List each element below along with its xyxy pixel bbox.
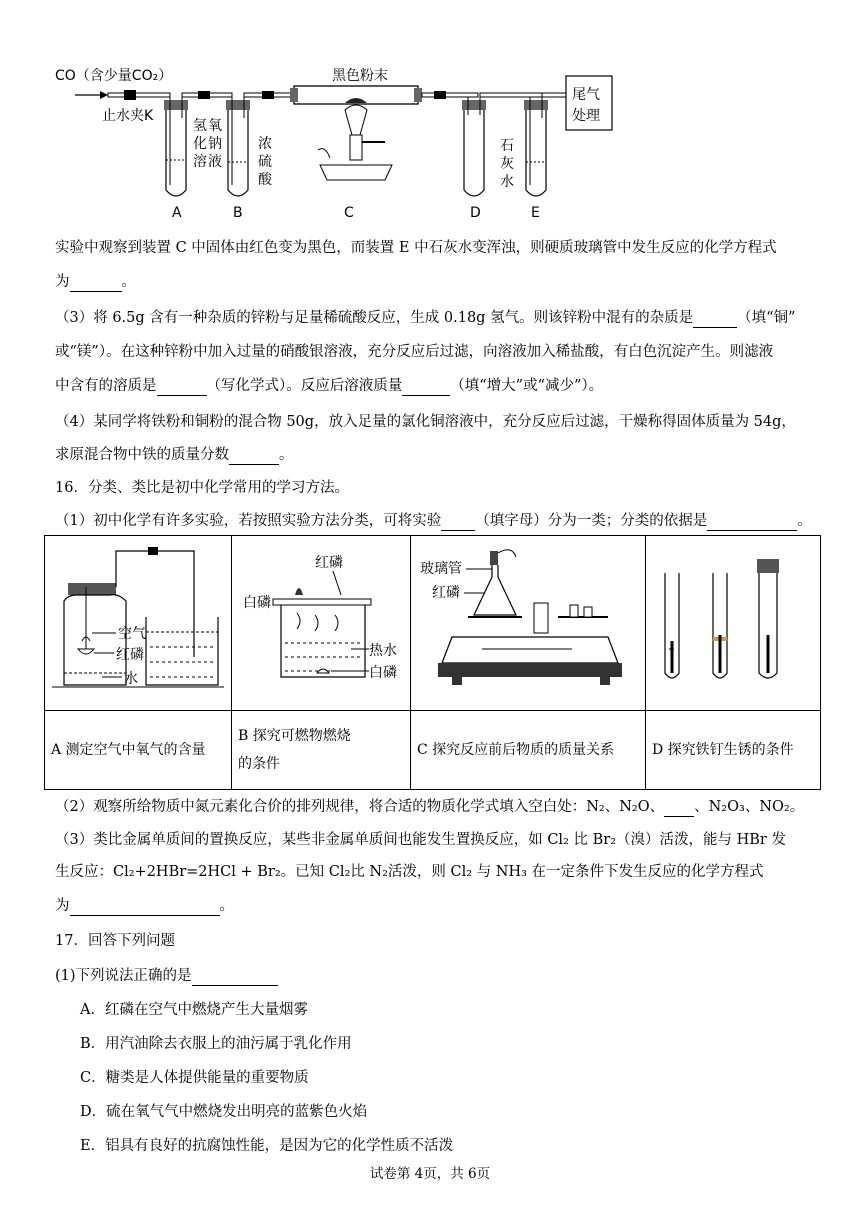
svg-text:氢: 氢: [193, 118, 207, 134]
q15-part4-line1: （4）某同学将铁粉和铜粉的混合物 50g，放入足量的氯化铜溶液中，充分反应后过滤，干燥称得固体质量为 54g，: [55, 414, 796, 430]
q15-part3-line3: 中含有的溶质是 （写化学式）。反应后溶液质量 （填“增大”或“减少”）。: [55, 378, 604, 394]
q17-title: 17．回答下列问题: [55, 933, 175, 949]
svg-text:氧: 氧: [208, 118, 222, 134]
limewater-label: [500, 138, 514, 190]
svg-text:水: 水: [124, 671, 138, 687]
answer-blank[interactable]: [441, 514, 475, 531]
svg-text:石: 石: [500, 138, 514, 154]
q16-part1: （1）初中化学有许多实验，若按照实验方法分类，可将实验 （填字母）分为一类；分类的依据是 。: [55, 513, 812, 529]
q16-part2: （2）观察所给物质中氮元素化合价的排列规律，将合适的物质化学式填入空白处：N₂、N₂O、 、N₂O₃、NO₂。: [55, 799, 805, 815]
q17-option-a: A．红磷在空气中燃烧产生大量烟雾: [80, 1002, 308, 1018]
figure-b-caption: B 探究可燃物燃烧 的条件: [232, 711, 411, 790]
svg-text:液: 液: [208, 154, 222, 170]
answer-blank[interactable]: [693, 311, 737, 328]
answer-blank[interactable]: [402, 379, 450, 396]
clamp-label: 止水夹K: [102, 108, 154, 124]
svg-text:D: D: [470, 205, 481, 221]
svg-text:红磷: 红磷: [116, 647, 144, 663]
apparatus-diagram: [0, 0, 860, 225]
h2so4-label: [258, 136, 273, 188]
powder-label: 黑色粉末: [332, 68, 388, 84]
answer-blank[interactable]: [157, 379, 207, 396]
svg-text:尾气: 尾气: [572, 87, 600, 103]
page-footer: 试卷第 4页，共 6页: [369, 1166, 491, 1182]
q15-observation-line2: 为 。: [55, 274, 136, 290]
q16-part3-line3: 为 。: [55, 898, 234, 914]
svg-text:白磷: 白磷: [369, 665, 397, 681]
svg-text:E: E: [531, 205, 540, 221]
figure-c-cell: [411, 536, 646, 711]
figure-b-combustion: [233, 537, 409, 705]
svg-text:灰: 灰: [500, 156, 514, 172]
q16-part3-line2: 生反应：Cl₂+2HBr=2HCl + Br₂。已知 Cl₂比 N₂活泼，则 Cl₂ 与 NH₃ 在一定条件下发生反应的化学方程式: [55, 864, 764, 880]
svg-text:溶: 溶: [193, 154, 207, 170]
apparatus-letters: [172, 205, 540, 221]
q17-option-d: D．硫在氧气气中燃烧发出明亮的蓝紫色火焰: [80, 1104, 368, 1120]
figure-b-cell: [232, 536, 411, 711]
svg-text:C: C: [344, 205, 354, 221]
figure-c-caption: C 探究反应前后物质的质量关系: [411, 711, 646, 790]
svg-text:玻璃管: 玻璃管: [420, 561, 462, 577]
figure-d-cell: [646, 536, 821, 711]
figure-c-balance: [412, 537, 644, 705]
q16-part3-line1: （3）类比金属单质间的置换反应，某些非金属单质间也能发生置换反应，如 Cl₂ 比 Br₂（溴）活泼，能与 HBr 发: [55, 832, 786, 848]
svg-text:钠: 钠: [208, 136, 222, 152]
svg-text:红磷: 红磷: [315, 555, 343, 571]
q17-option-b: B．用汽油除去衣服上的油污属于乳化作用: [80, 1036, 352, 1052]
naoh-label: [193, 118, 222, 170]
figure-a-caption: A 测定空气中氧气的含量: [45, 711, 232, 790]
figure-d-iron-rust: [647, 537, 819, 705]
q15-part4-line2: 求原混合物中铁的质量分数 。: [55, 447, 294, 463]
figure-d-caption: D 探究铁钉生锈的条件: [646, 711, 821, 790]
figure-a-cell: [45, 536, 232, 711]
figure-a-oxygen-in-air: [46, 537, 230, 705]
answer-blank[interactable]: [70, 275, 122, 292]
svg-text:水: 水: [500, 174, 514, 190]
answer-blank[interactable]: [664, 800, 694, 817]
svg-text:处理: 处理: [572, 108, 600, 124]
clamp-icon: [148, 547, 158, 555]
q16-title: 16．分类、类比是初中化学常用的学习方法。: [55, 480, 349, 496]
svg-text:B: B: [233, 205, 243, 221]
svg-text:A: A: [172, 205, 182, 221]
svg-text:浓: 浓: [258, 136, 272, 152]
q17-option-c: C．糖类是人体提供能量的重要物质: [80, 1070, 309, 1086]
q15-observation-line1: 实验中观察到装置 C 中固体由红色变为黑色，而装置 E 中石灰水变浑浊，则硬质玻璃管中发生反应的化学方程式: [55, 240, 777, 256]
answer-blank[interactable]: [229, 448, 279, 465]
svg-text:红磷: 红磷: [432, 585, 460, 601]
svg-text:空气: 空气: [118, 626, 146, 642]
svg-text:酸: 酸: [258, 172, 272, 188]
svg-text:化: 化: [193, 136, 207, 152]
svg-text:热水: 热水: [369, 643, 397, 659]
answer-blank[interactable]: [70, 899, 220, 916]
svg-text:白磷: 白磷: [243, 595, 271, 611]
answer-blank[interactable]: [192, 969, 278, 986]
clamp-icon: [124, 90, 136, 100]
q15-part3-line2: 或“镁”）。在这种锌粉中加入过量的硝酸银溶液，充分反应后过滤，向溶液加入稀盐酸，有白色沉淀产生。则滤液: [55, 344, 774, 360]
q17-option-e: E．铝具有良好的抗腐蚀性能，是因为它的化学性质不活泼: [80, 1138, 454, 1154]
q17-part1: (1)下列说法正确的是: [55, 966, 820, 986]
experiment-table: [44, 535, 821, 790]
q15-part3-line1: （3）将 6.5g 含有一种杂质的锌粉与足量稀硫酸反应，生成 0.18g 氢气。则该锌粉中混有的杂质是 （填“铜”: [55, 310, 796, 326]
svg-text:硫: 硫: [258, 154, 272, 170]
co-label: CO（含少量CO₂）: [55, 68, 173, 84]
answer-blank[interactable]: [707, 514, 797, 531]
